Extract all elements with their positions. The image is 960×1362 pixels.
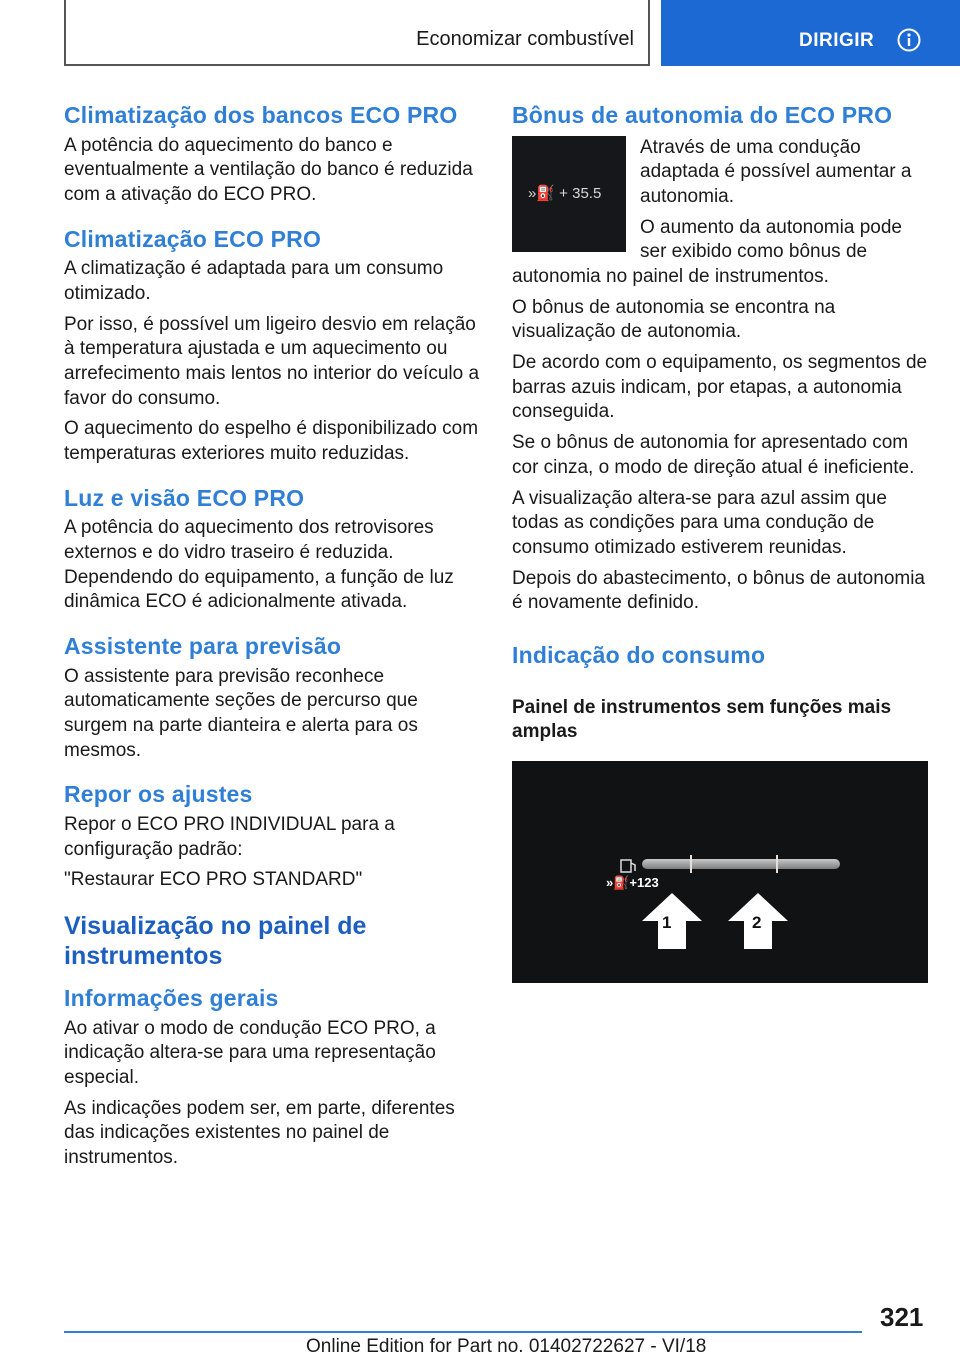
bar-tick bbox=[690, 855, 692, 873]
paragraph: O assistente para previsão reconhece automaticamente seções de percurso que surgem na parte dianteira e alerta para os mesmos. bbox=[64, 665, 418, 761]
section-range-bonus bbox=[512, 102, 928, 616]
section-prediction-assistant bbox=[64, 633, 480, 763]
arrow-label: 2 bbox=[752, 912, 762, 932]
section-general-info bbox=[64, 985, 480, 1171]
paragraph: A climatização é adaptada para um consumo otimizado. bbox=[64, 258, 444, 304]
paragraph: O aquecimento do espelho é disponibilizado com temperaturas exteriores muito reduzidas. bbox=[64, 418, 479, 465]
paragraph: Ao ativar o modo de condução ECO PRO, a indicação altera-se para uma representação especial. bbox=[64, 1017, 436, 1089]
section-seat-climate bbox=[64, 102, 480, 208]
paragraph: O bônus de autonomia se encontra na visualização de autonomia. bbox=[512, 296, 836, 343]
section-consumption-display bbox=[512, 642, 928, 983]
section-reset-settings bbox=[64, 781, 480, 893]
subheading: Painel de instrumentos sem funções mais amplas bbox=[512, 696, 892, 743]
chapter-title: Economizar combustível bbox=[416, 28, 634, 50]
heading: Indicação do consumo bbox=[512, 641, 766, 668]
header-chapter-box bbox=[64, 0, 650, 66]
section-instrument-display bbox=[64, 911, 480, 971]
header-section-tab[interactable] bbox=[661, 0, 960, 66]
heading: Informações gerais bbox=[64, 985, 279, 1012]
heading: Repor os ajustes bbox=[64, 781, 253, 808]
paragraph: O aumento da autonomia pode ser exibido como bônus de autonomia no painel de instrumentos. bbox=[512, 216, 902, 288]
arrow-label: 1 bbox=[662, 912, 672, 932]
paragraph: Se o bônus de autonomia for apresentado com cor cinza, o modo de direção atual é ineficiente. bbox=[512, 432, 915, 478]
heading: Bônus de autonomia do ECO PRO bbox=[512, 102, 893, 128]
arrow-up-icon bbox=[642, 893, 702, 949]
heading: Climatização dos bancos ECO PRO bbox=[64, 102, 458, 128]
heading: Assistente para previsão bbox=[64, 633, 342, 660]
right-column bbox=[512, 102, 928, 1001]
section-eco-climate bbox=[64, 226, 480, 467]
range-bonus-value: »⛽ + 35.5 bbox=[528, 184, 602, 202]
range-bonus-image bbox=[512, 136, 626, 252]
instrument-cluster-image bbox=[512, 761, 928, 983]
info-icon[interactable] bbox=[897, 28, 921, 52]
heading: Luz e visão ECO PRO bbox=[64, 484, 305, 511]
page-number: 321 bbox=[880, 1302, 924, 1332]
edition-text: Online Edition for Part no. 01402722627 - VI/18 bbox=[306, 1336, 707, 1357]
paragraph: Repor o ECO PRO INDIVIDUAL para a configuração padrão: bbox=[64, 814, 395, 860]
paragraph: A potência do aquecimento do banco e eventualmente a ventilação do banco é reduzida com a ativação do ECO PRO. bbox=[64, 134, 473, 205]
left-column bbox=[64, 102, 480, 1189]
section-title: DIRIGIR bbox=[799, 30, 875, 51]
paragraph: Através de uma condução adaptada é possível aumentar a autonomia. bbox=[640, 136, 912, 207]
paragraph: A potência do aquecimento dos retrovisores externos e do vidro traseiro é reduzida. Dependendo do equipamento, a função de luz dinâmica ECO é adicionalmente ativada. bbox=[64, 517, 454, 613]
paragraph: De acordo com o equipamento, os segmentos de barras azuis indicam, por etapas, a autonomia conseguida. bbox=[512, 352, 928, 423]
bar-tick bbox=[776, 855, 778, 873]
heading: Climatização ECO PRO bbox=[64, 225, 322, 252]
main-heading: Visualização no painel de instrumentos bbox=[64, 912, 367, 971]
fuel-pump-icon bbox=[620, 859, 638, 873]
footer-divider bbox=[64, 1331, 862, 1333]
paragraph: As indicações podem ser, em parte, diferentes das indicações existentes no painel de instrumentos. bbox=[64, 1097, 455, 1169]
section-light-vision bbox=[64, 485, 480, 615]
range-bonus-value: »⛽+123 bbox=[606, 874, 659, 890]
paragraph: Por isso, é possível um ligeiro desvio em relação à temperatura ajustada e um aquecimento ou arrefecimento mais lentos no interior do veículo a favor do consumo. bbox=[64, 313, 480, 409]
paragraph: "Restaurar ECO PRO STANDARD" bbox=[64, 869, 363, 891]
paragraph: Depois do abastecimento, o bônus de autonomia é novamente definido. bbox=[512, 567, 925, 614]
paragraph: A visualização altera-se para azul assim que todas as condições para uma condução de consumo otimizado estiverem reunidas. bbox=[512, 487, 887, 558]
range-bar bbox=[642, 859, 840, 869]
